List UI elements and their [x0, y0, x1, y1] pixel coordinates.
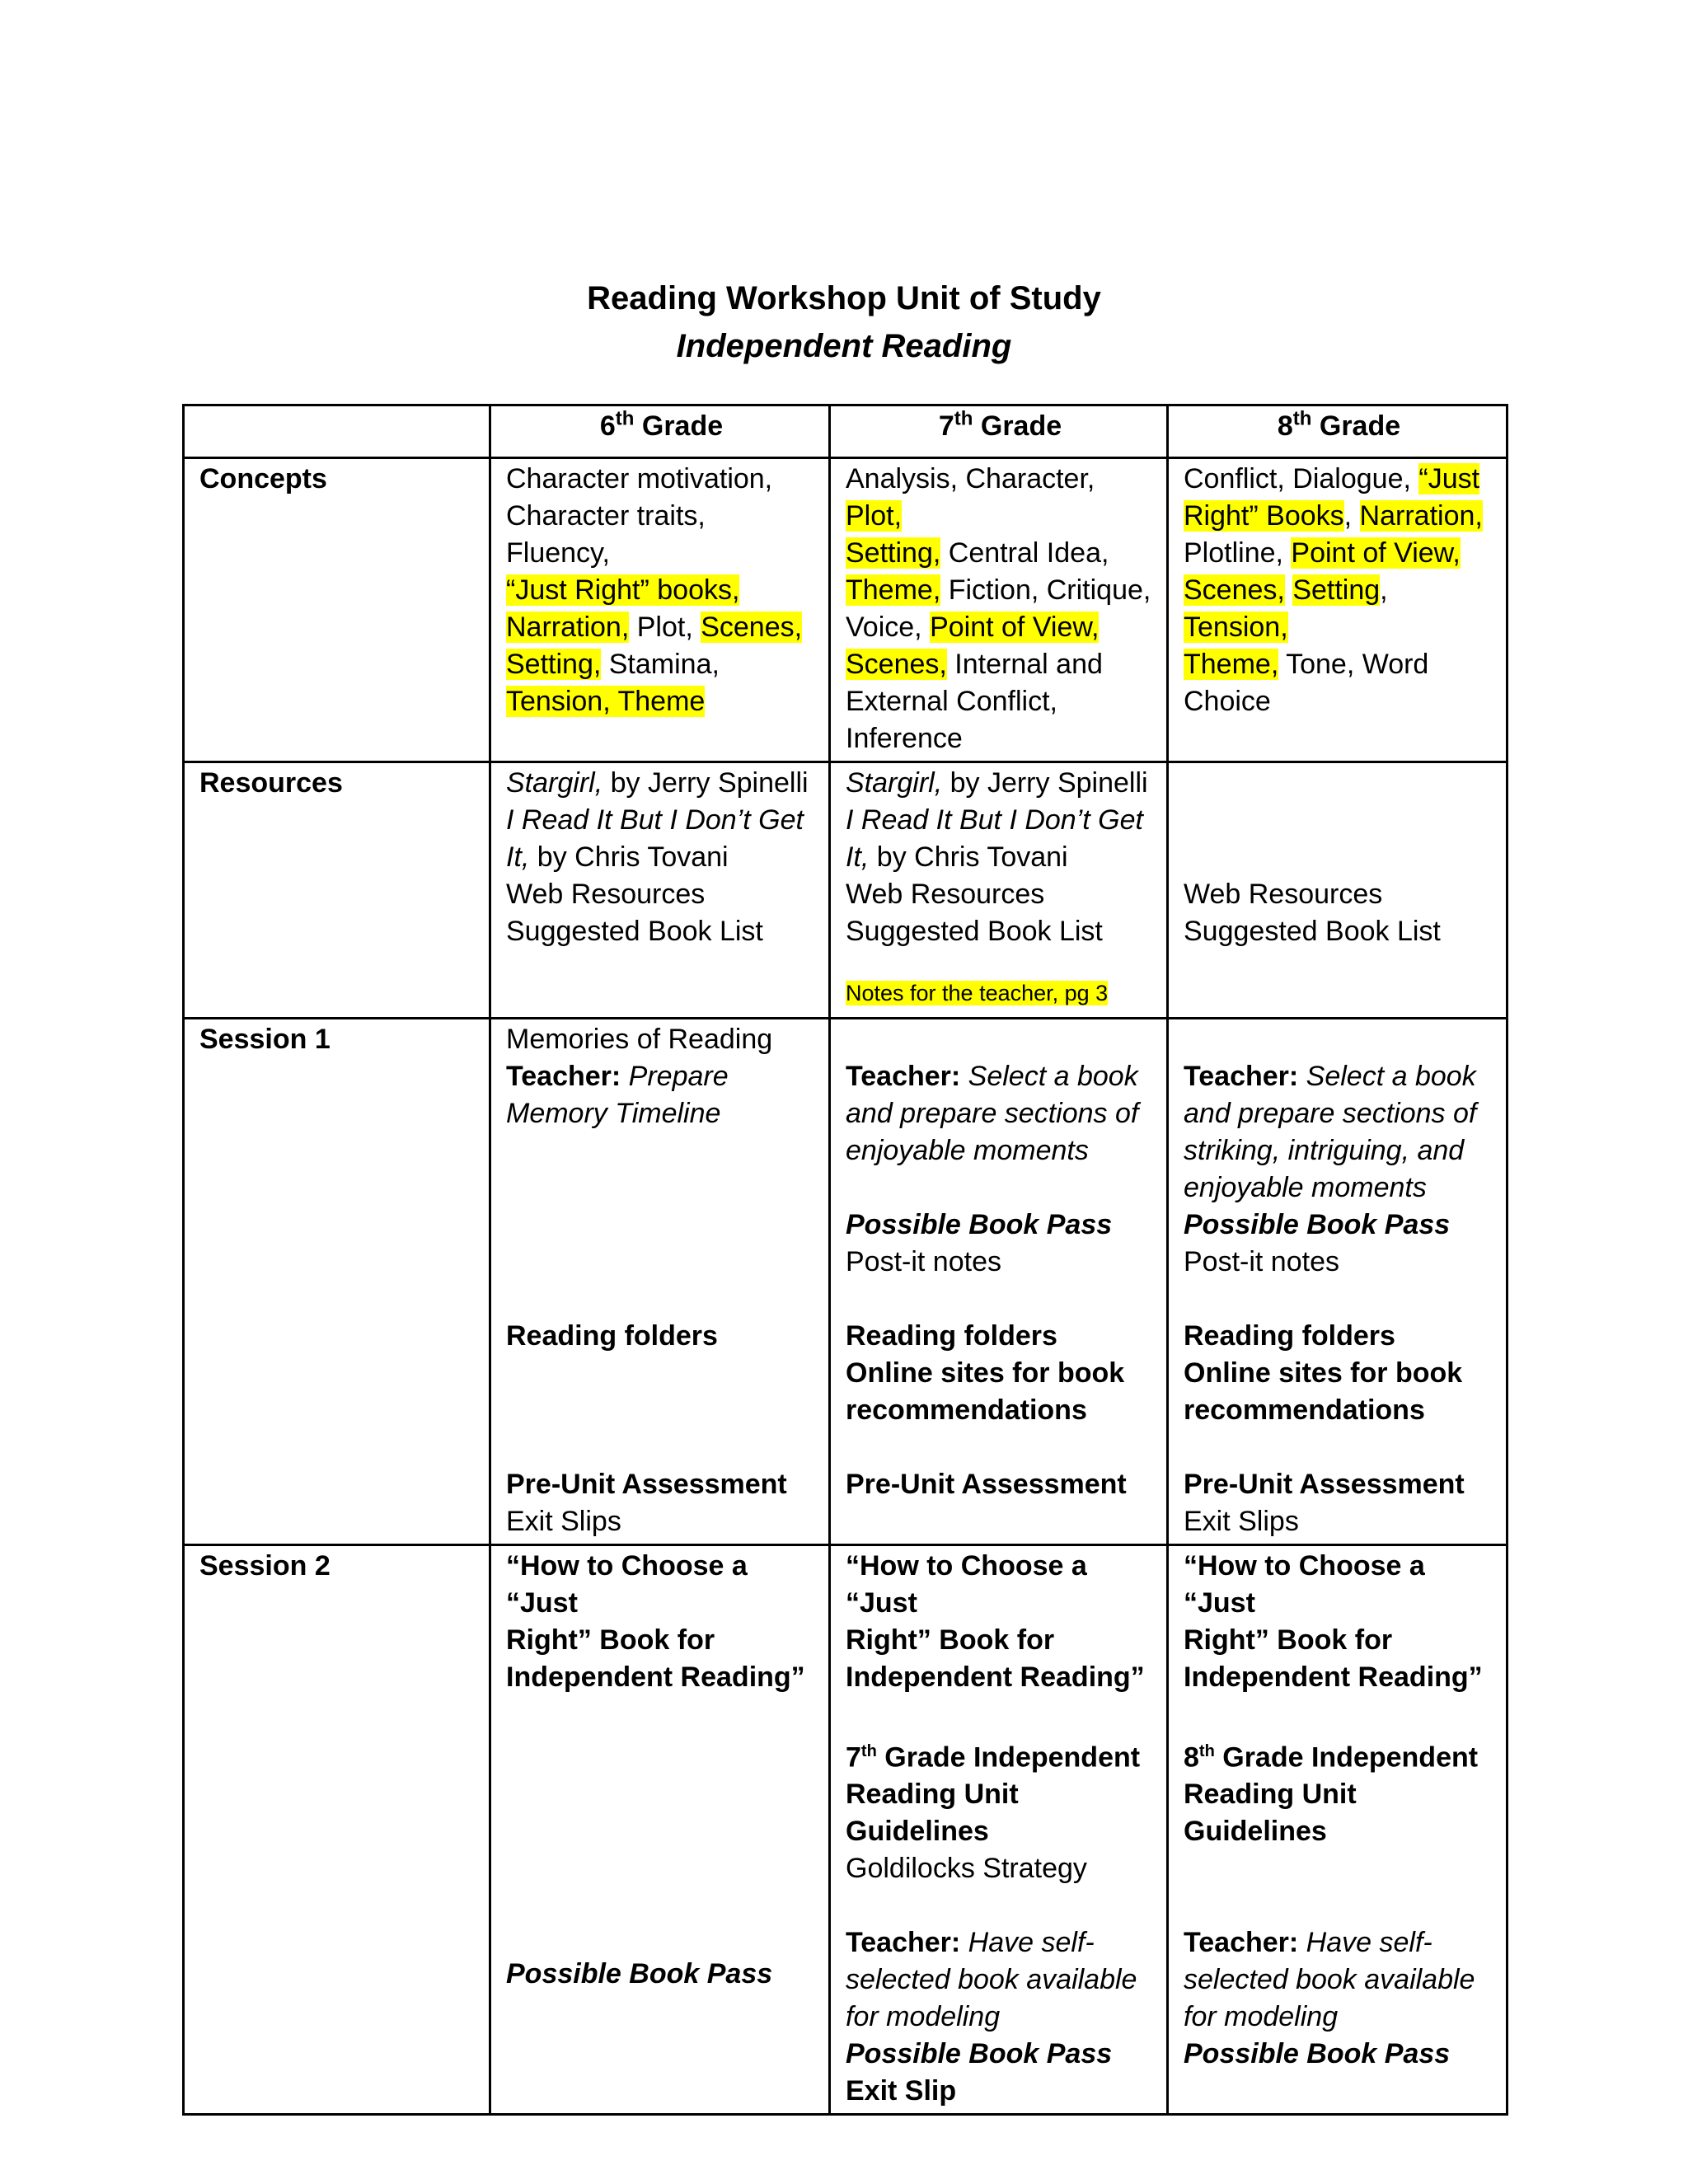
concept-text: Central Idea,: [940, 537, 1109, 569]
concept-highlight: Point of View,: [930, 612, 1100, 643]
concept-highlight: Scenes,: [701, 612, 803, 643]
reading-folders: Reading folders: [846, 1320, 1057, 1352]
book-author: by Jerry Spinelli: [942, 767, 1148, 799]
concept-highlight: Narration,: [1359, 500, 1483, 532]
pre-unit-assessment: Pre-Unit Assessment: [1184, 1469, 1465, 1500]
teacher-label: Teacher:: [846, 1927, 961, 1959]
book-title: I Read It But I Don’t Get: [506, 804, 804, 836]
header-row: [184, 405, 1507, 458]
concepts-grade-8: [1168, 458, 1507, 762]
online-sites: recommendations: [846, 1394, 1087, 1426]
guidelines-title: Reading Unit Guidelines: [1184, 1779, 1357, 1848]
teacher-notes-highlight: Notes for the teacher, pg 3: [846, 981, 1109, 1005]
book-title: It,: [846, 841, 870, 873]
book-title: Stargirl,: [506, 767, 603, 799]
header-empty-cell: [184, 405, 490, 458]
choose-book-title: Independent Reading”: [1184, 1661, 1483, 1693]
session1-grade-7: [830, 1019, 1168, 1545]
goldilocks-strategy: Goldilocks Strategy: [846, 1853, 1087, 1885]
suggested-book-list: Suggested Book List: [1184, 916, 1441, 947]
concept-text: Plot,: [629, 612, 701, 643]
concept-text: Conflict, Dialogue,: [1184, 463, 1419, 494]
teacher-label: Teacher:: [846, 1061, 961, 1092]
concept-text: Choice: [1184, 686, 1271, 717]
grade-word: Grade: [980, 410, 1062, 442]
concept-highlight: Plot,: [846, 500, 903, 532]
concept-highlight: Point of View,: [1291, 537, 1461, 569]
teacher-text: and prepare sections of: [1184, 1098, 1477, 1129]
concept-text: Analysis, Character,: [846, 463, 1095, 494]
book-title: Stargirl,: [846, 767, 943, 799]
book-author: by Jerry Spinelli: [603, 767, 809, 799]
concept-text: [1285, 574, 1292, 606]
suggested-book-list: Suggested Book List: [846, 916, 1103, 947]
online-sites: Online sites for book: [846, 1357, 1125, 1389]
session1-grade-8: [1168, 1019, 1507, 1545]
concept-highlight: Theme,: [846, 574, 941, 606]
concept-highlight: “Just: [1418, 463, 1480, 494]
choose-book-title: Independent Reading”: [506, 1661, 805, 1693]
session2-grade-6: [490, 1545, 830, 2115]
concept-text: Tone, Word: [1278, 649, 1429, 680]
book-author: by Chris Tovani: [869, 841, 1068, 873]
guidelines-grade: 7: [846, 1741, 861, 1774]
guidelines-title: Reading Unit Guidelines: [846, 1779, 1019, 1848]
header-grade-6: [490, 405, 830, 458]
book-pass: Possible Book Pass: [846, 1209, 1113, 1240]
teacher-label: Teacher:: [506, 1061, 621, 1092]
choose-book-title: Right” Book for: [506, 1624, 715, 1656]
concept-text: Voice,: [846, 612, 931, 643]
concept-text: Internal and: [946, 649, 1103, 680]
teacher-text: Have self-: [1298, 1927, 1432, 1959]
teacher-text: Select a book: [1298, 1061, 1476, 1092]
online-sites: Online sites for book: [1184, 1357, 1463, 1389]
concept-highlight: Setting,: [846, 537, 941, 569]
grade-suffix: th: [1292, 407, 1312, 430]
guidelines-grade-suffix: th: [860, 1742, 877, 1760]
concept-highlight: Tension,: [506, 686, 611, 717]
exit-slips: Exit Slips: [1184, 1506, 1299, 1537]
book-pass: Possible Book Pass: [846, 2038, 1113, 2070]
concept-text: ,: [1380, 574, 1388, 606]
teacher-text: Have self-: [960, 1927, 1095, 1959]
row-session-1: [184, 1019, 1507, 1545]
guidelines-title: Grade Independent: [876, 1741, 1141, 1774]
web-resources: Web Resources: [846, 879, 1045, 910]
resources-grade-6: [490, 762, 830, 1019]
book-author: by Chris Tovani: [529, 841, 729, 873]
row-label-concepts: Concepts: [184, 458, 490, 762]
concept-highlight: Scenes,: [846, 649, 947, 680]
concept-text: ,: [1343, 500, 1360, 532]
teacher-text: enjoyable moments: [1184, 1172, 1427, 1203]
teacher-text: and prepare sections of: [846, 1098, 1139, 1129]
teacher-text: for modeling: [846, 2001, 1001, 2033]
guidelines-title: Grade Independent: [1214, 1741, 1479, 1774]
grade-suffix: th: [615, 407, 635, 430]
header-grade-8: [1168, 405, 1507, 458]
teacher-text: for modeling: [1184, 2001, 1339, 2033]
session-topic: Memories of Reading: [506, 1024, 773, 1055]
teacher-label: Teacher:: [1184, 1061, 1299, 1092]
concept-highlight: Narration,: [506, 612, 630, 643]
concept-text: Stamina,: [601, 649, 720, 680]
concept-highlight: Setting,: [506, 649, 602, 680]
pre-unit-assessment: Pre-Unit Assessment: [846, 1469, 1127, 1500]
reading-folders: Reading folders: [1184, 1320, 1395, 1352]
guidelines-grade: 8: [1184, 1741, 1199, 1774]
exit-slip: Exit Slip: [846, 2075, 957, 2107]
resources-grade-7: [830, 762, 1168, 1019]
choose-book-title: Right” Book for: [846, 1624, 1055, 1656]
reading-folders: Reading folders: [506, 1320, 718, 1352]
grade-suffix: th: [954, 407, 973, 430]
title-block: [0, 274, 1688, 370]
header-grade-7: [830, 405, 1168, 458]
concept-text: Character motivation,: [506, 463, 773, 494]
concept-text: Character traits, Fluency,: [506, 500, 706, 569]
concept-highlight: Scenes,: [1184, 574, 1285, 606]
grade-word: Grade: [641, 410, 724, 442]
grade-number: 7: [938, 410, 954, 442]
concept-highlight: Tension,: [1184, 612, 1288, 643]
book-pass: Possible Book Pass: [1184, 1209, 1451, 1240]
guidelines-grade-suffix: th: [1198, 1742, 1215, 1760]
session2-grade-7: [830, 1545, 1168, 2115]
row-label-resources: Resources: [184, 762, 490, 1019]
row-label-session-1: Session 1: [184, 1019, 490, 1545]
book-pass: Possible Book Pass: [506, 1958, 773, 1990]
teacher-label: Teacher:: [1184, 1927, 1299, 1959]
concept-text: External Conflict, Inference: [846, 686, 1057, 754]
web-resources: Web Resources: [1184, 879, 1383, 910]
session1-grade-6: [490, 1019, 830, 1545]
choose-book-title: Right” Book for: [1184, 1624, 1393, 1656]
row-resources: [184, 762, 1507, 1019]
online-sites: recommendations: [1184, 1394, 1425, 1426]
teacher-text: enjoyable moments: [846, 1135, 1089, 1166]
teacher-text: striking, intriguing, and: [1184, 1135, 1465, 1166]
exit-slips: Exit Slips: [506, 1506, 621, 1537]
pre-unit-assessment: Pre-Unit Assessment: [506, 1469, 787, 1500]
document-subtitle: Independent Reading: [676, 328, 1012, 364]
post-it-notes: Post-it notes: [846, 1246, 1001, 1277]
grade-word: Grade: [1319, 410, 1401, 442]
concept-highlight: Theme,: [1184, 649, 1279, 680]
grade-number: 6: [599, 410, 616, 442]
concepts-grade-6: [490, 458, 830, 762]
row-session-2: [184, 1545, 1507, 2115]
teacher-text: selected book available: [846, 1964, 1137, 1996]
suggested-book-list: Suggested Book List: [506, 916, 763, 947]
session2-grade-8: [1168, 1545, 1507, 2115]
concept-highlight: Right” Books: [1184, 500, 1344, 532]
teacher-text: selected book available: [1184, 1964, 1475, 1996]
web-resources: Web Resources: [506, 879, 706, 910]
choose-book-title: “How to Choose a “Just: [1184, 1550, 1425, 1619]
concept-highlight: “Just Right” books,: [506, 574, 740, 606]
teacher-text: Select a book: [960, 1061, 1138, 1092]
concepts-grade-7: [830, 458, 1168, 762]
book-pass: Possible Book Pass: [1184, 2038, 1451, 2070]
post-it-notes: Post-it notes: [1184, 1246, 1339, 1277]
choose-book-title: “How to Choose a “Just: [506, 1550, 748, 1619]
resources-grade-8: [1168, 762, 1507, 1019]
concept-highlight: Theme: [617, 686, 706, 717]
choose-book-title: “How to Choose a “Just: [846, 1550, 1087, 1619]
concept-highlight: Setting: [1292, 574, 1381, 606]
choose-book-title: Independent Reading”: [846, 1661, 1145, 1693]
concept-text: Plotline,: [1184, 537, 1292, 569]
teacher-text: Prepare: [621, 1061, 729, 1092]
book-title: It,: [506, 841, 530, 873]
concept-text: Fiction, Critique,: [940, 574, 1151, 606]
row-label-session-2: Session 2: [184, 1545, 490, 2115]
book-title: I Read It But I Don’t Get: [846, 804, 1143, 836]
teacher-text: Memory Timeline: [506, 1098, 721, 1129]
row-concepts: [184, 458, 1507, 762]
unit-table: [182, 404, 1508, 2116]
document-title: Reading Workshop Unit of Study: [587, 280, 1101, 316]
grade-number: 8: [1277, 410, 1293, 442]
